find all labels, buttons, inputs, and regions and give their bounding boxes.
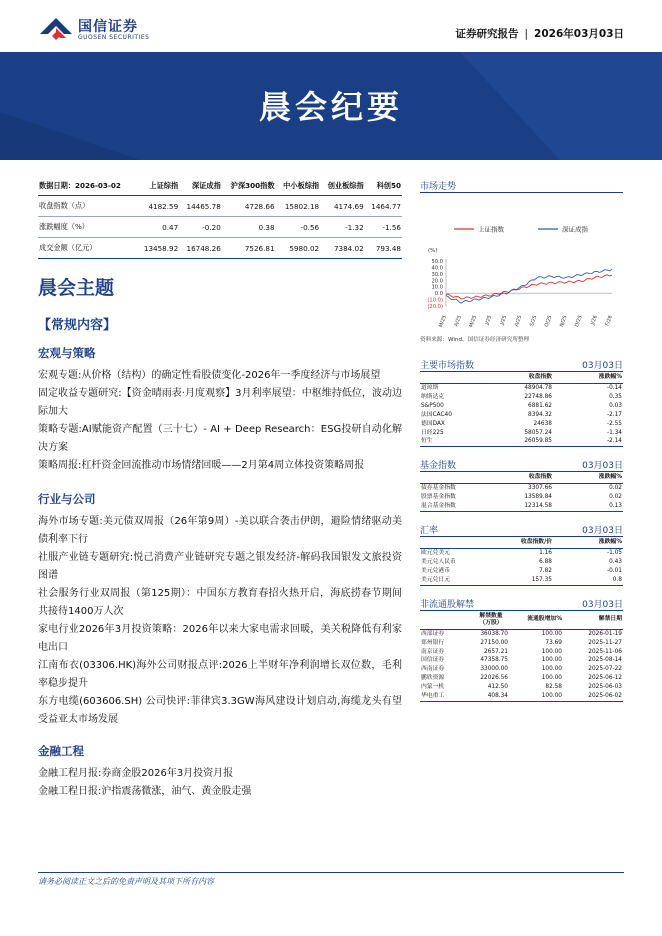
x-tick-label: A/25 xyxy=(513,314,524,328)
table-cell: 0.47 xyxy=(137,217,180,238)
table-cell: -0.20 xyxy=(179,217,222,238)
macro-item-link[interactable]: 策略专题:AI赋能资产配置（三十七）- AI + Deep Research：ESG投研自动化解决方案 xyxy=(38,424,402,453)
table-header-row xyxy=(420,372,623,384)
y-tick-label: 30.0 xyxy=(431,271,443,278)
table-row xyxy=(420,420,623,429)
market-trend-header xyxy=(420,178,623,193)
table-cell: S&P500 xyxy=(421,402,444,409)
table-cell: 2025-11-06 xyxy=(588,648,622,655)
table-header-cell xyxy=(420,372,483,384)
table-header-cell xyxy=(420,472,483,484)
table-cell: 德国DAX xyxy=(421,420,445,427)
table-cell: 欧元兑美元 xyxy=(421,550,450,557)
table-cell: 2025-06-12 xyxy=(588,675,622,682)
table-cell: 国信证券 xyxy=(421,657,445,664)
table-row xyxy=(420,674,623,683)
page-title: 晨会纪要 xyxy=(258,88,403,126)
table-cell: 0.35 xyxy=(609,393,622,400)
table-cell: 法国CAC40 xyxy=(421,411,452,418)
y-unit-label: (%) xyxy=(428,248,438,254)
table-row xyxy=(38,196,402,217)
table-cell: 0.13 xyxy=(553,502,623,511)
table-cell: 26059.85 xyxy=(483,437,553,446)
table-cell: 债券基金指数 xyxy=(421,485,456,492)
x-tick-label: A/25 xyxy=(453,314,463,328)
table-row xyxy=(420,437,623,446)
y-tick-label: 40.0 xyxy=(431,265,443,272)
y-tick-label: (20.0) xyxy=(427,304,443,310)
footer-disclaimer: 请务必阅读正文之后的免责声明及其项下所有内容 xyxy=(38,877,214,886)
fund-indices-header xyxy=(420,457,623,472)
table-cell: 西南证券 xyxy=(421,666,445,673)
table-header-row xyxy=(420,611,623,630)
table-cell: 西部证券 xyxy=(421,630,445,637)
index-col-sme: 中小板综指 xyxy=(276,178,321,196)
quant-item-link[interactable]: 金融工程日报:沪指震荡微涨，油气、黄金股走强 xyxy=(38,786,252,797)
meta-separator: | xyxy=(524,28,529,40)
table-cell: 2026-01-19 xyxy=(588,630,622,637)
table-cell: 道琼斯 xyxy=(421,385,439,391)
table-cell: -2.55 xyxy=(607,420,622,427)
table-cell: 157.35 xyxy=(483,576,553,585)
table-cell: 混合基金指数 xyxy=(420,502,483,511)
fund-indices-date: 03月03日 xyxy=(582,461,623,472)
industry-item-link[interactable]: 社会服务行业双周报（第125期）：中国东方教育春招火热开启，海底捞春节期间共接待1400万人次 xyxy=(38,588,402,617)
table-cell: 3307.66 xyxy=(528,485,552,492)
table-cell: 412.50 xyxy=(487,684,508,691)
logo-mark-icon xyxy=(38,14,74,44)
table-cell: 华电重工 xyxy=(420,692,473,701)
series-line-0 xyxy=(446,275,612,299)
table-cell: -1.56 xyxy=(365,217,402,238)
table-cell: 48904.78 xyxy=(524,385,552,391)
table-header-row xyxy=(420,472,623,484)
table-header-cell: 流通股增加% xyxy=(509,611,563,630)
table-cell: 南京证券 xyxy=(421,648,445,655)
table-cell: 100.00 xyxy=(541,675,562,682)
table-cell: 0.38 xyxy=(222,217,276,238)
table-cell: 6.88 xyxy=(539,558,552,565)
table-cell: 7.82 xyxy=(539,567,552,574)
table-cell: -2.14 xyxy=(553,437,623,446)
table-cell: 82.58 xyxy=(545,684,562,691)
major-indices-date: 03月03日 xyxy=(582,361,623,371)
right-column xyxy=(420,178,623,702)
index-summary-table xyxy=(38,178,402,259)
table-cell: -1.34 xyxy=(607,429,622,436)
table-cell: 408.34 xyxy=(473,692,509,701)
table-row xyxy=(420,549,623,558)
footer-divider xyxy=(38,872,624,873)
guosen-logo xyxy=(38,14,156,44)
table-cell: 1.16 xyxy=(539,550,552,557)
table-row xyxy=(420,502,623,511)
table-cell: 13589.84 xyxy=(524,494,552,501)
table-row xyxy=(420,402,623,411)
y-tick-label: (10.0) xyxy=(427,297,443,304)
table-cell: 58057.24 xyxy=(524,429,552,436)
y-tick-label: 20.0 xyxy=(431,278,443,285)
x-tick-label: J/25 xyxy=(484,314,494,326)
x-tick-label: M/25 xyxy=(468,314,479,329)
table-cell: 4728.66 xyxy=(222,196,276,217)
table-row xyxy=(420,656,623,665)
table-header-cell: 解禁数量（万股） xyxy=(473,611,509,630)
table-cell: 100.00 xyxy=(541,657,562,664)
table-cell: -0.56 xyxy=(276,217,321,238)
x-tick-label: O/25 xyxy=(543,314,554,328)
report-meta xyxy=(456,26,625,41)
legend-label-1: 深证成指 xyxy=(562,225,588,234)
industry-heading: 行业与公司 xyxy=(38,492,96,506)
table-cell: 36038.70 xyxy=(480,630,508,637)
table-row xyxy=(420,384,623,393)
table-cell: 47358.75 xyxy=(480,657,508,664)
industry-item-link[interactable]: 江南布衣(03306.HK)海外公司财报点评:2026上半财年净利润增长双位数，毛利率稳步提升 xyxy=(38,660,402,689)
table-cell: 鹏欣资源 xyxy=(421,675,445,682)
index-table-header-row xyxy=(38,178,402,196)
table-cell: -0.01 xyxy=(607,567,622,574)
fund-indices-table xyxy=(420,472,623,512)
table-row xyxy=(420,648,623,657)
table-cell: 5980.02 xyxy=(276,238,321,259)
table-cell: 0.03 xyxy=(609,402,622,409)
industry-item-link[interactable]: 海外市场专题:美元债双周报（26年第9周）-美以联合袭击伊朗，避险情绪驱动美债利率下行 xyxy=(38,516,402,545)
report-type: 证券研究报告 xyxy=(455,28,519,40)
table-cell: 2025-11-27 xyxy=(588,639,622,646)
table-row xyxy=(38,217,402,238)
x-tick-label: M/25 xyxy=(438,314,448,329)
table-cell: 郑州银行 xyxy=(421,639,445,646)
table-cell: -1.05 xyxy=(607,550,622,557)
x-tick-label: S/25 xyxy=(528,314,539,328)
fund-indices-title: 基金指数 xyxy=(420,461,457,472)
table-cell: 内蒙一机 xyxy=(421,684,445,691)
table-cell: -2.17 xyxy=(607,411,622,418)
table-cell: 100.00 xyxy=(541,666,562,673)
table-row xyxy=(420,484,623,493)
table-cell: 100.00 xyxy=(509,692,563,701)
table-cell: 16748.26 xyxy=(179,238,222,259)
table-header-cell xyxy=(420,537,483,549)
table-cell: 0.8 xyxy=(553,576,623,585)
table-row xyxy=(420,683,623,692)
table-cell: 6881.62 xyxy=(528,402,552,409)
report-date: 2026年03月03日 xyxy=(534,28,624,40)
major-indices-header xyxy=(420,357,623,372)
table-cell: 美元兑港币 xyxy=(421,567,450,574)
table-cell: 日经225 xyxy=(421,429,444,436)
table-cell: 4174.69 xyxy=(320,196,365,217)
table-cell: 14465.78 xyxy=(179,196,222,217)
fx-date: 03月03日 xyxy=(582,526,623,537)
table-cell: 100.00 xyxy=(541,630,562,637)
index-col-gem: 创业板综指 xyxy=(320,178,365,196)
unlock-date: 03月03日 xyxy=(582,599,623,610)
market-trend-svg xyxy=(420,193,623,333)
y-tick-label: 50.0 xyxy=(431,259,443,265)
unlock-header xyxy=(420,596,623,611)
table-cell: 2025-06-03 xyxy=(588,684,622,691)
index-col-date: 数据日期：2026-03-02 xyxy=(38,178,137,196)
table-header-row xyxy=(420,537,623,549)
market-trend-chart xyxy=(420,193,623,333)
table-row xyxy=(420,629,623,638)
table-cell: 收盘指数（点） xyxy=(38,196,137,217)
table-cell: 13458.92 xyxy=(137,238,180,259)
logo-chinese-name: 国信证券 xyxy=(78,19,138,35)
industry-item-link[interactable]: 东方电缆(603606.SH) 公司快评:菲律宾3.3GW海风建设计划启动,海缆龙头有望受益亚太市场发展 xyxy=(38,696,402,725)
x-tick-label: N/25 xyxy=(558,314,569,328)
table-cell: 2657.21 xyxy=(484,648,508,655)
table-row xyxy=(420,429,623,438)
table-row xyxy=(420,393,623,402)
table-row xyxy=(420,639,623,648)
table-row xyxy=(420,665,623,674)
table-cell: 12314.58 xyxy=(483,502,553,511)
table-cell: 73.69 xyxy=(545,639,562,646)
index-col-sz: 深证成指 xyxy=(179,178,222,196)
index-col-hs300: 沪深300指数 xyxy=(222,178,276,196)
table-cell: 成交金额（亿元） xyxy=(38,238,137,259)
title-banner xyxy=(0,52,662,160)
page-header xyxy=(0,0,662,52)
major-indices-table xyxy=(420,372,623,447)
table-cell: 美元兑日元 xyxy=(420,576,483,585)
table-row xyxy=(420,493,623,502)
table-cell: -0.14 xyxy=(607,385,622,391)
table-cell: 22748.86 xyxy=(524,393,552,400)
table-cell: 8394.32 xyxy=(528,411,552,418)
table-cell: 7526.81 xyxy=(222,238,276,259)
table-row xyxy=(420,692,623,701)
left-column xyxy=(38,178,402,801)
logo-english-name: GUOSEN SECURITIES xyxy=(78,34,150,41)
fx-table xyxy=(420,537,623,586)
table-row xyxy=(420,558,623,567)
macro-item-link[interactable]: 策略周报:杠杆资金回流推动市场情绪回暖——2月第4周立体投资策略周报 xyxy=(38,460,365,471)
table-cell: 7384.02 xyxy=(320,238,365,259)
index-col-star50: 科创50 xyxy=(365,178,402,196)
table-header-cell xyxy=(420,611,473,630)
table-header-cell: 收盘指数/价 xyxy=(483,537,553,549)
table-header-cell: 涨跌幅% xyxy=(553,537,623,549)
table-cell: 0.02 xyxy=(609,494,622,501)
table-cell: 0.43 xyxy=(609,558,622,565)
table-cell: 0.02 xyxy=(609,485,622,492)
table-cell: 4182.59 xyxy=(137,196,180,217)
x-tick-label: J/26 xyxy=(589,314,599,326)
index-col-sh: 上证综指 xyxy=(137,178,180,196)
table-header-cell: 涨跌幅% xyxy=(553,372,623,384)
table-cell: 2025-08-14 xyxy=(588,657,622,664)
x-tick-label: F/26 xyxy=(604,314,614,327)
table-cell: 2025-07-22 xyxy=(588,666,622,673)
theme-heading: 晨会主题 xyxy=(38,277,115,299)
industry-item-link[interactable]: 家电行业2026年3月投资策略：2026年以来大家电需求回暖，美关税降低有利家电出口 xyxy=(38,624,402,653)
major-indices-title: 主要市场指数 xyxy=(420,361,475,371)
table-cell: 2025-06-02 xyxy=(563,692,623,701)
x-tick-label: J/25 xyxy=(499,314,509,326)
macro-item-link[interactable]: 固定收益专题研究:【资金晴雨表·月度观察】3月利率展望：中枢维持低位，波动边际加大 xyxy=(38,388,402,417)
table-cell: 24638 xyxy=(533,420,552,427)
table-cell: 22026.56 xyxy=(480,675,508,682)
industry-item-link[interactable]: 社服产业链专题研究:悦己消费产业链研究专题之银发经济-解码我国银发文旅投资图谱 xyxy=(38,552,402,581)
routine-heading: 【常规内容】 xyxy=(38,318,117,333)
table-cell: 1464.77 xyxy=(365,196,402,217)
table-row xyxy=(420,411,623,420)
table-cell: 793.48 xyxy=(365,238,402,259)
macro-heading: 宏观与策略 xyxy=(38,346,96,360)
table-cell: -1.32 xyxy=(320,217,365,238)
unlock-table xyxy=(420,611,623,702)
market-trend-title: 市场走势 xyxy=(420,182,457,192)
table-cell: 美元兑人民币 xyxy=(421,558,456,565)
legend-label-0: 上证指数 xyxy=(478,225,504,234)
table-row xyxy=(420,576,623,585)
table-cell: 股票基金指数 xyxy=(421,494,456,501)
table-row xyxy=(38,238,402,259)
x-tick-label: D/25 xyxy=(573,314,584,328)
table-cell: 100.00 xyxy=(541,648,562,655)
table-cell: 15802.18 xyxy=(276,196,321,217)
table-header-cell: 收盘指数 xyxy=(483,372,553,384)
table-cell: 27150.00 xyxy=(480,639,508,646)
table-cell: 涨跌幅度（%） xyxy=(38,217,137,238)
table-cell: 33000.00 xyxy=(480,666,508,673)
table-row xyxy=(420,567,623,576)
fx-title: 汇率 xyxy=(420,526,439,537)
macro-item-link[interactable]: 宏观专题:从价格（结构）的确定性看股债变化-2026年一季度经济与市场展望 xyxy=(38,370,381,381)
unlock-title: 非流通股解禁 xyxy=(420,599,475,610)
chart-source-note: 资料来源：Wind、国信证券经济研究所整理 xyxy=(420,337,530,343)
fx-header xyxy=(420,522,623,537)
table-header-cell: 涨跌幅% xyxy=(553,472,623,484)
table-cell: 纳斯达克 xyxy=(421,393,445,400)
table-cell: 恒生 xyxy=(420,437,483,446)
quant-heading: 金融工程 xyxy=(38,744,84,758)
quant-item-link[interactable]: 金融工程月报:券商金股2026年3月投资月报 xyxy=(38,768,234,779)
table-header-cell: 解禁日期 xyxy=(563,611,623,630)
table-header-cell: 收盘指数 xyxy=(483,472,553,484)
y-tick-label: 10.0 xyxy=(431,284,443,291)
y-tick-label: 0.0 xyxy=(434,291,443,298)
